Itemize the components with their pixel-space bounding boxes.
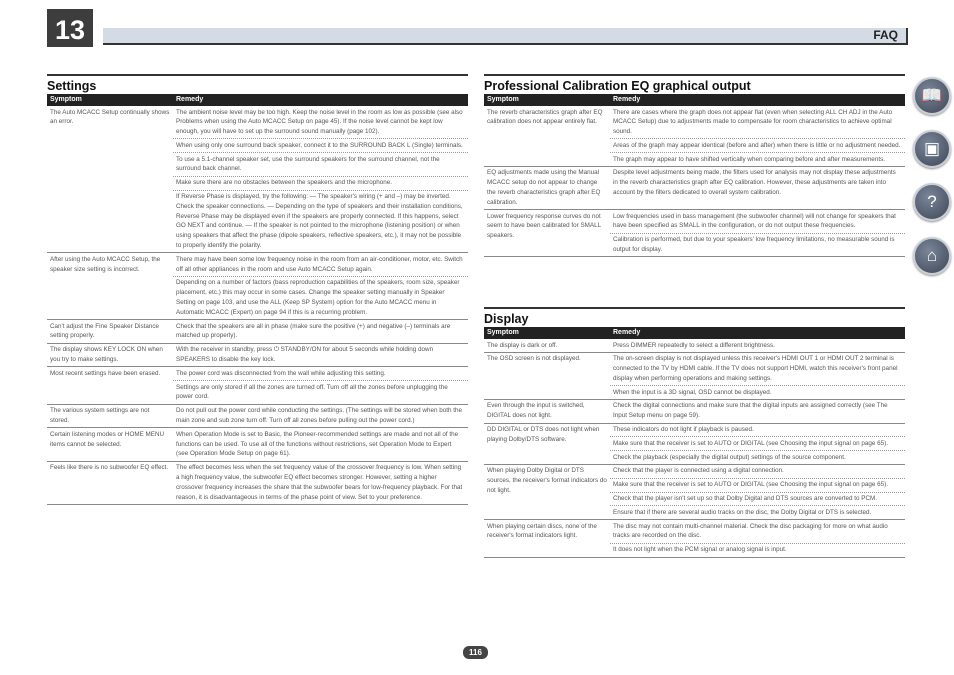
settings-section (47, 74, 468, 505)
table-row (47, 428, 468, 461)
table-row (47, 253, 468, 277)
remedy-cell: Low frequencies used in bass management (the subwoofer channel) will not change for speakers that have been specified as SMALL in the configuration, or do not output these frequencies. (610, 210, 905, 234)
remedy-cell: If Reverse Phase is displayed, try the following: — The speaker's wiring (+ and –) may be inverted. Check the speaker connections. — Depending on the type of speakers and their installation conditions, Reverse Phase may be displayed even if the speakers are properly connected. If this happens, select GO NEXT and continue. — If the speaker is not pointed to the microphone (listening position) or when using speakers that affect the phase (dipole speakers, reflective speakers, etc.), it may not be possible to properly identify the polarity. (173, 190, 468, 253)
remedy-cell: Despite level adjustments being made, the filters used for analysis may not display these adjustments in the reverb characteristics graph after EQ calibration. However, these adjustments are taken into account by the filters dedicated to overall system calibration. (610, 166, 905, 209)
table-row (47, 106, 468, 139)
remedy-cell: Check the playback (especially the digital output) settings of the source component. (610, 451, 905, 465)
symptom-cell: The display is dark or off. (484, 339, 610, 352)
table-row (484, 339, 905, 352)
symptom-cell: The various system settings are not stored. (47, 404, 173, 428)
symptom-cell: Most recent settings have been erased. (47, 367, 173, 404)
pro-eq-table (484, 94, 905, 257)
remedy-cell: Make sure there are no obstacles between the speakers and the microphone. (173, 176, 468, 190)
symptom-cell: When playing Dolby Digital or DTS sources, the receiver's format indicators do not light. (484, 464, 610, 519)
remedy-cell: The power cord was disconnected from the wall while adjusting this setting. (173, 367, 468, 381)
remedy-cell: Check the digital connections and make sure that the digital inputs are assigned correctly (see The Input Setup menu on page 59). (610, 399, 905, 423)
symptom-cell: Can't adjust the Fine Speaker Distance setting properly. (47, 320, 173, 344)
remedy-cell: The graph may appear to have shifted vertically when comparing before and after measurements. (610, 153, 905, 167)
symptom-cell: Feels like there is no subwoofer EQ effect. (47, 461, 173, 504)
remedy-cell: There may have been some low frequency noise in the room from an air-conditioner, motor, etc. Switch off all other appliances in the room and use Auto MCACC Setup again. (173, 253, 468, 277)
remedy-cell: Calibration is performed, but due to your speakers' low frequency limitations, no measurable sound is output for display. (610, 233, 905, 257)
symptom-cell: EQ adjustments made using the Manual MCACC setup do not appear to change the reverb characteristics graph after EQ calibration. (484, 166, 610, 209)
remedy-cell: Check that the player is connected using a digital connection. (610, 464, 905, 478)
col-remedy: Remedy (610, 327, 905, 339)
symptom-cell: The Auto MCACC Setup continually shows an error. (47, 106, 173, 253)
remedy-cell: The disc may not contain multi-channel material. Check the disc packaging for more on what audio tracks are recorded on the disc. (610, 520, 905, 544)
table-row (484, 423, 905, 437)
symptom-cell: The OSD screen is not displayed. (484, 352, 610, 399)
display-section (484, 307, 905, 558)
table-row (484, 464, 905, 478)
book-icon[interactable]: 📖 (913, 77, 951, 115)
home-icon[interactable]: ⌂ (913, 237, 951, 275)
section-label: FAQ (873, 28, 898, 42)
table-row (484, 399, 905, 423)
pro-eq-section (484, 74, 905, 257)
col-symptom: Symptom (484, 94, 610, 106)
symptom-cell: Lower frequency response curves do not seem to have been calibrated for SMALL speakers. (484, 210, 610, 257)
table-row (484, 106, 905, 139)
remedy-cell: The on-screen display is not displayed unless this receiver's HDMI OUT 1 or HDMI OUT 2 terminal is connected to the TV by HDMI cable. If the TV does not support HDMI, watch this receiver's front panel display when performing operations and making settings. (610, 352, 905, 385)
table-row (47, 461, 468, 504)
symptom-cell: Certain listening modes or HOME MENU items cannot be selected. (47, 428, 173, 461)
remedy-cell: The ambient noise level may be too high. Keep the noise level in the room as low as possible (see also Problems when using the Auto MCACC Setup on page 45). If the noise level cannot be kept low enough, you will have to set up the surround sound manually (page 102). (173, 106, 468, 139)
remedy-cell: Settings are only stored if all the zones are turned off. Turn off all the zones before unplugging the power cord. (173, 381, 468, 405)
page-number: 116 (463, 646, 488, 659)
remedy-cell: Ensure that if there are several audio tracks on the disc, the Dolby Digital or DTS is selected. (610, 506, 905, 520)
remedy-cell: These indicators do not light if playback is paused. (610, 423, 905, 437)
col-symptom: Symptom (47, 94, 173, 106)
remedy-cell: There are cases where the graph does not appear flat (even when selecting ALL CH ADJ in the Auto MCACC Setup) due to adjustments made to compensate for room characteristics to achieve optimal sound. (610, 106, 905, 139)
remedy-cell: Check that the player isn't set up so that Dolby Digital and DTS sources are converted to PCM. (610, 492, 905, 506)
col-symptom: Symptom (484, 327, 610, 339)
receiver-panel-icon[interactable]: ▣ (913, 130, 951, 168)
table-row (484, 352, 905, 385)
remedy-cell: When Operation Mode is set to Basic, the Pioneer-recommended settings are made and not all of the functions can be used. To use all of the functions without restrictions, set Operation Mode to Expert (see Operation Mode Setup on page 61). (173, 428, 468, 461)
symptom-cell: The display shows KEY LOCK ON when you try to make settings. (47, 343, 173, 367)
table-row (484, 166, 905, 209)
chapter-number: 13 (47, 9, 93, 47)
remedy-cell: It does not light when the PCM signal or analog signal is input. (610, 543, 905, 557)
remedy-cell: Check that the speakers are all in phase (make sure the positive (+) and negative (–) terminals are matched up properly). (173, 320, 468, 344)
symptom-cell: Even through the input is switched, DIGITAL does not light. (484, 399, 610, 423)
symptom-cell: When playing certain discs, none of the receiver's format indicators light. (484, 520, 610, 557)
settings-table (47, 94, 468, 505)
symptom-cell: DD DIGITAL or DTS does not light when playing Dolby/DTS software. (484, 423, 610, 464)
remote-faq-icon[interactable]: ? (913, 183, 951, 221)
table-row (47, 404, 468, 428)
header-bar (103, 28, 908, 45)
display-table (484, 327, 905, 558)
remedy-cell: To use a 5.1-channel speaker set, use the surround speakers for the surround channel, not the surround back channel. (173, 153, 468, 177)
remedy-cell: When using only one surround back speaker, connect it to the SURROUND BACK L (Single) terminals. (173, 139, 468, 153)
remedy-cell: Press DIMMER repeatedly to select a different brightness. (610, 339, 905, 352)
table-row (47, 367, 468, 381)
remedy-cell: Make sure that the receiver is set to AUTO or DIGITAL (see Choosing the input signal on page 65). (610, 437, 905, 451)
remedy-cell: Do not pull out the power cord while conducting the settings. (The settings will be stored when both the main zone and sub zone turn off. Turn off all zones before pulling out the power cord.) (173, 404, 468, 428)
table-row (484, 210, 905, 234)
table-row (47, 343, 468, 367)
table-row (484, 520, 905, 544)
pro-eq-title: Professional Calibration EQ graphical output (484, 74, 905, 94)
remedy-cell: Areas of the graph may appear identical (before and after) when there is little or no adjustment needed. (610, 139, 905, 153)
remedy-cell: The effect becomes less when the set frequency value of the crossover frequency is low. When setting a high frequency value, the subwoofer EQ effect becomes stronger. However, setting a higher crossover frequency increases the share that the subwoofer bears for low-frequency playback. For that reason, it is disadvantageous in terms of the phase point of view. Set to your preference. (173, 461, 468, 504)
remedy-cell: With the receiver in standby, press ⏻ STANDBY/ON for about 5 seconds while holding down SPEAKERS to disable the key lock. (173, 343, 468, 367)
remedy-cell: Depending on a number of factors (bass reproduction capabilities of the speakers, room size, speaker placement, etc.) this may occur in some cases. Change the speaker setting manually in Speaker Setting on page 103, and use the ALL (Keep SP System) option for the Auto MCACC menu in Automatic MCACC (Expert) on page 94 if this is a recurring problem. (173, 276, 468, 319)
remedy-cell: When the input is a 3D signal, OSD cannot be displayed. (610, 386, 905, 400)
col-remedy: Remedy (173, 94, 468, 106)
settings-title: Settings (47, 74, 468, 94)
table-row (47, 320, 468, 344)
symptom-cell: After using the Auto MCACC Setup, the speaker size setting is incorrect. (47, 253, 173, 320)
remedy-cell: Make sure that the receiver is set to AUTO or DIGITAL (see Choosing the input signal on page 65). (610, 478, 905, 492)
symptom-cell: The reverb characteristics graph after EQ calibration does not appear entirely flat. (484, 106, 610, 166)
col-remedy: Remedy (610, 94, 905, 106)
display-title: Display (484, 307, 905, 327)
